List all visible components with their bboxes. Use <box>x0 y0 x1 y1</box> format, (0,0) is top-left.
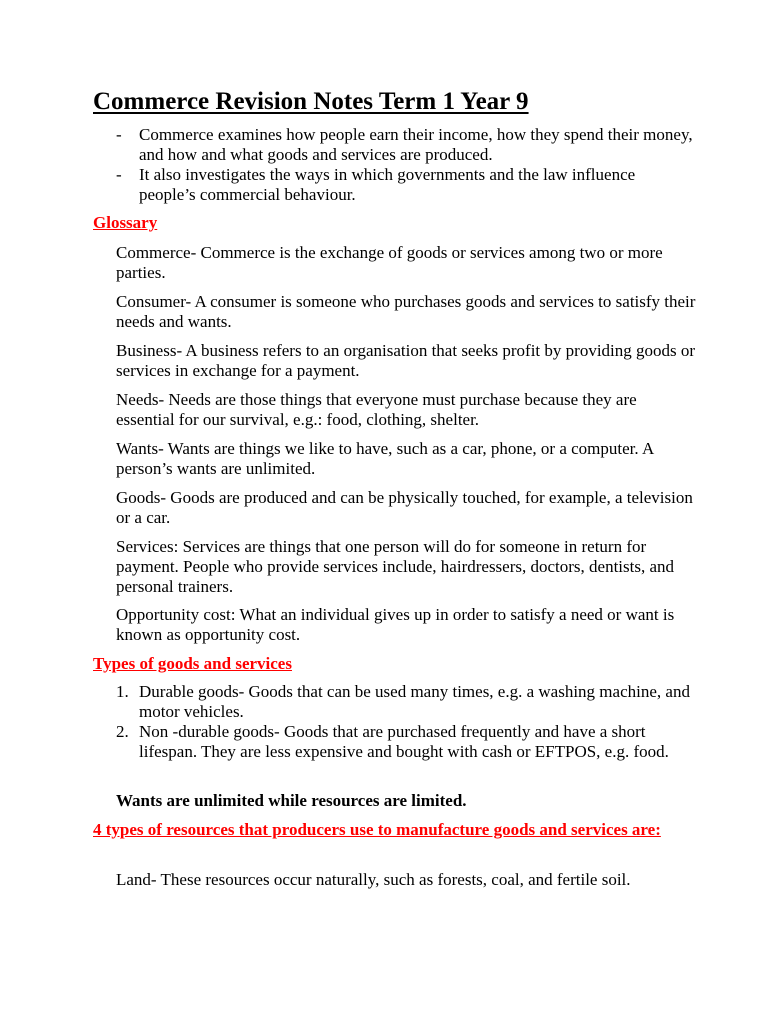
glossary-entry-wants: Wants- Wants are things we like to have, such as a car, phone, or a computer. A person’s wants are unlimited. <box>116 439 654 478</box>
glossary-entry-opportunity-cost: Opportunity cost: What an individual gives up in order to satisfy a need or want is known as opportunity cost. <box>116 605 675 644</box>
types-heading: Types of goods and services <box>93 654 292 673</box>
page-title: Commerce Revision Notes Term 1 Year 9 <box>93 88 529 115</box>
resources-heading: 4 types of resources that producers use to manufacture goods and services are: <box>93 820 661 839</box>
glossary-entry-services: Services: Services are things that one person will do for someone in return for payment. People who provide services include, hairdressers, doctors, dentists, and personal trainers. <box>116 537 675 596</box>
glossary-entry-goods: Goods- Goods are produced and can be physically touched, for example, a television or a car. <box>116 488 693 527</box>
list-item-text: Non -durable goods- Goods that are purchased frequently and have a short lifespan. They are less expensive and bought with cash or EFTPOS, e.g. food. <box>139 722 669 761</box>
list-item: - It also investigates the ways in which governments and the law influence people’s commercial behaviour. <box>116 165 696 205</box>
glossary-entry-commerce: Commerce- Commerce is the exchange of goods or services among two or more parties. <box>116 243 663 282</box>
glossary-entry-needs: Needs- Needs are those things that everyone must purchase because they are essential for our survival, e.g.: food, clothing, shelter. <box>116 390 637 429</box>
resource-entry-land: Land- These resources occur naturally, such as forests, coal, and fertile soil. <box>116 870 631 889</box>
list-item: - Commerce examines how people earn their income, how they spend their money, and how and what goods and services are produced. <box>116 125 696 165</box>
types-list <box>116 682 696 762</box>
glossary-heading: Glossary <box>93 213 158 232</box>
list-number: 1. <box>116 682 129 701</box>
key-statement: Wants are unlimited while resources are limited. <box>116 791 467 810</box>
glossary-entry-business: Business- A business refers to an organisation that seeks profit by providing goods or services in exchange for a payment. <box>116 341 696 380</box>
glossary-entry-consumer: Consumer- A consumer is someone who purchases goods and services to satisfy their needs and wants. <box>116 292 696 331</box>
list-item <box>116 682 696 722</box>
list-item <box>116 722 696 762</box>
list-number: 2. <box>116 722 129 741</box>
intro-list <box>116 125 696 205</box>
list-item-text: Durable goods- Goods that can be used many times, e.g. a washing machine, and motor vehicles. <box>139 682 690 721</box>
